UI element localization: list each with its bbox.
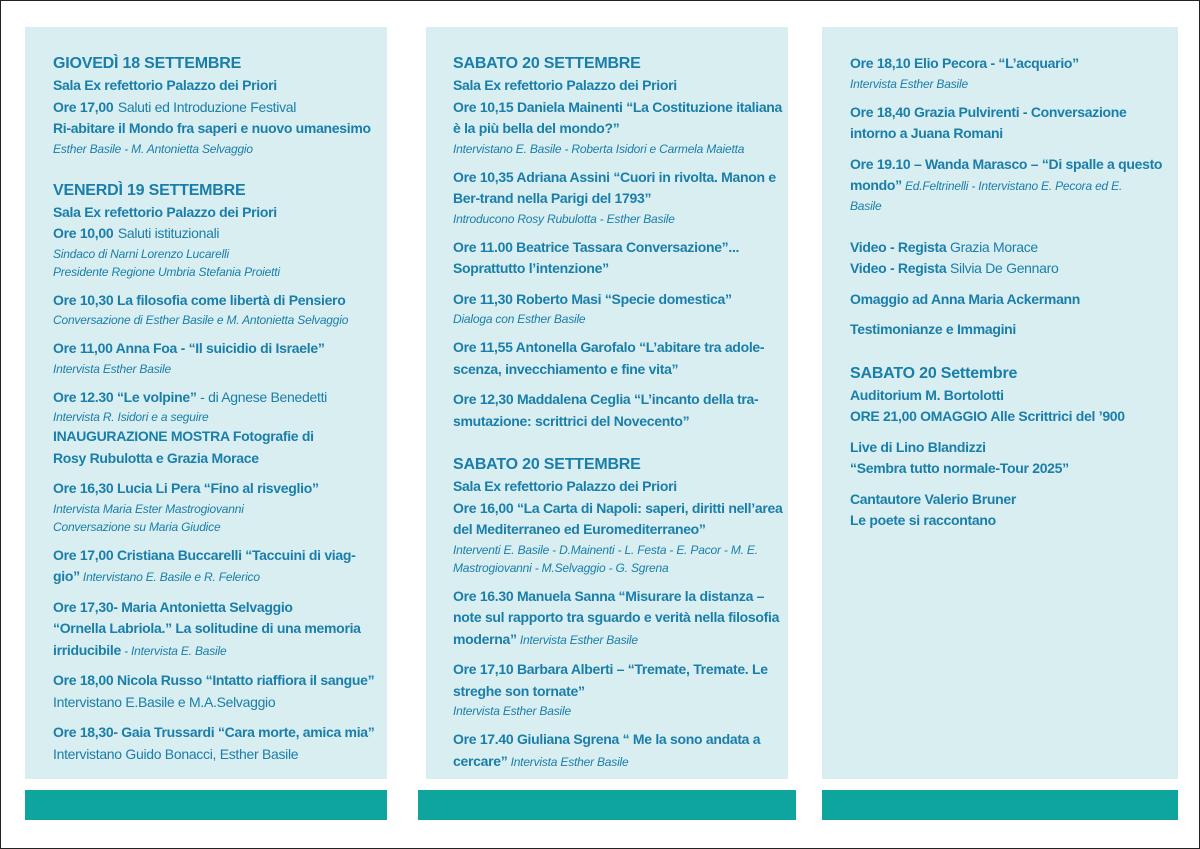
- event-title: “Sembra tutto normale-Tour 2025”: [850, 460, 1069, 476]
- event-people: Mastrogiovanni - M.Selvaggio - G. Sgrena: [453, 560, 669, 575]
- event-people: Conversazione su Maria Giudice: [53, 519, 221, 534]
- event-title: Ber-trand nella Parigi del 1793”: [453, 190, 652, 206]
- day-heading: VENERDÌ 19 SETTEMBRE: [53, 181, 246, 199]
- video-label: Video - Regista: [850, 260, 947, 276]
- event-people: Intervista Esther Basile: [516, 632, 638, 647]
- event-people: Sindaco di Narni Lorenzo Lucarelli: [53, 246, 229, 261]
- event-item: [53, 338, 387, 378]
- footer-band-1: [25, 790, 387, 820]
- event-time: Ore 10,00: [53, 225, 114, 241]
- event-item: [53, 545, 387, 588]
- day-heading: SABATO 20 Settembre: [850, 364, 1018, 382]
- event-item: [850, 489, 1178, 532]
- event-title: cercare”: [453, 752, 508, 769]
- exhibition-artists: Rosy Rubulotta e Grazia Morace: [53, 449, 259, 466]
- event-time: ORE 21,00 OMAGGIO: [850, 408, 988, 424]
- venue: Sala Ex refettorio Palazzo dei Priori: [53, 203, 277, 220]
- event-title: Ore 17,10 Barbara Alberti – “Tremate, Tremate. Le: [453, 661, 768, 677]
- event-item: [850, 319, 1178, 341]
- event-text: Saluti ed Introduzione Festival: [117, 98, 297, 115]
- event-title: Ore 18,30- Gaia Trussardi “Cara morte, amica mia”: [53, 724, 375, 740]
- event-title: mondo”: [850, 177, 902, 193]
- event-item: [53, 478, 387, 536]
- event-item: [453, 167, 788, 228]
- event-item: [453, 337, 788, 380]
- event-people: Intervistano E. Basile e R. Felerico: [79, 570, 260, 584]
- event-title: Ri-abitare il Mondo fra saperi e nuovo umanesimo: [53, 120, 371, 136]
- event-item: [850, 154, 1178, 215]
- video-list: [850, 237, 1178, 280]
- event-title: Ore 18,10 Elio Pecora - “L’acquario”: [850, 55, 1079, 71]
- event-item: [850, 437, 1178, 480]
- exhibition-text: Fotografie di: [229, 428, 314, 444]
- event-people: Esther Basile - M. Antonietta Selvaggio: [53, 141, 253, 156]
- event-text: - di Agnese Benedetti: [196, 388, 327, 405]
- event-title: Le poete si raccontano: [850, 512, 996, 528]
- event-people: Presidente Regione Umbria Stefania Proietti: [53, 264, 280, 279]
- event-people: Intervista Esther Basile: [53, 361, 171, 376]
- video-director: Grazia Morace: [946, 238, 1038, 255]
- event-item: [53, 387, 387, 470]
- event-text: Saluti istituzionali: [117, 225, 220, 241]
- day-heading: SABATO 20 SETTEMBRE: [453, 55, 641, 72]
- section-venerdi-19: [53, 180, 387, 281]
- event-people: Basile: [850, 198, 882, 213]
- event-people: Intervistano Guido Bonacci, Esther Basile: [53, 745, 299, 762]
- event-title: è la più bella del mondo?”: [453, 120, 620, 136]
- exhibition-title: INAUGURAZIONE MOSTRA: [53, 428, 230, 444]
- event-people: Introducono Rosy Rubulotta - Esther Basile: [453, 211, 675, 226]
- event-title: Ore 11.00 Beatrice Tassara Conversazione”...: [453, 238, 740, 255]
- venue: Sala Ex refettorio Palazzo dei Priori: [453, 77, 677, 93]
- event-title: Live di Lino Blandizzi: [850, 438, 986, 455]
- event-title: del Mediterraneo ed Euromediterraneo”: [453, 521, 706, 537]
- event-title: Ore 10,30 La filosofia come libertà di Pensiero: [53, 291, 346, 308]
- event-title: Ore 11,55 Antonella Garofalo “L’abitare tra adole-: [453, 339, 765, 355]
- event-title: Ore 11,00 Anna Foa - “Il suicidio di Israele”: [53, 340, 325, 356]
- event-item: [53, 670, 387, 713]
- event-people: Intervista Esther Basile: [850, 76, 968, 91]
- event-title: Ore 10,15 Daniela Mainenti “La Costituzione italiana: [453, 98, 783, 115]
- event-people: Intervista Esther Basile: [507, 754, 629, 769]
- event-item: [53, 597, 387, 662]
- event-title: Ore 16,30 Lucia Li Pera “Fino al risveglio”: [53, 480, 319, 496]
- event-people: Intervistano E.Basile e M.A.Selvaggio: [53, 693, 276, 710]
- event-people: Intervistano E. Basile - Roberta Isidori e Carmela Maietta: [453, 141, 745, 156]
- event-title: Ore 17,00 Cristiana Buccarelli “Taccuini di viag-: [53, 546, 356, 563]
- footer-band-2: [418, 790, 796, 820]
- venue: Sala Ex refettorio Palazzo dei Priori: [453, 478, 677, 494]
- footer-band-3: [822, 790, 1178, 820]
- event-title: scenza, invecchiamento e fine vita”: [453, 360, 679, 377]
- event-title: Ore 11,30 Roberto Masi “Specie domestica”: [453, 290, 732, 307]
- event-item: [850, 53, 1178, 93]
- event-title: Ore 18,00 Nicola Russo “Intatto riaffiora il sangue”: [53, 672, 375, 688]
- event-time: Ore 17,00: [53, 98, 114, 115]
- section-giovedi-18: [53, 53, 387, 158]
- event-title: intorno a Juana Romani: [850, 125, 1003, 141]
- program-panel-1: [25, 27, 387, 779]
- event-item: [453, 237, 788, 280]
- program-panel-3: [822, 27, 1178, 779]
- event-title: Ore 12.30 “Le volpine”: [53, 388, 197, 405]
- event-title: moderna”: [453, 630, 517, 647]
- venue: Auditorium M. Bortolotti: [850, 386, 1004, 403]
- event-item: [453, 389, 788, 432]
- event-item: [453, 729, 788, 772]
- section-sabato-20-evening: [850, 363, 1178, 428]
- program-panel-2: [426, 27, 788, 779]
- venue: Sala Ex refettorio Palazzo dei Priori: [53, 77, 277, 93]
- event-title: Ore 19.10 – Wanda Marasco – “Di spalle a questo: [850, 155, 1163, 172]
- day-heading: SABATO 20 SETTEMBRE: [453, 456, 641, 473]
- event-item: [453, 659, 788, 720]
- video-label: Video - Regista: [850, 238, 947, 255]
- event-title: streghe son tornate”: [453, 682, 585, 699]
- event-item: [453, 586, 788, 651]
- video-director: Silvia De Gennaro: [946, 260, 1059, 276]
- event-title: Ore 10,35 Adriana Assini “Cuori in rivolta. Manon e: [453, 168, 776, 185]
- event-title: Ore 17.40 Giuliana Sgrena “ Me la sono andata a: [453, 731, 761, 747]
- section-sabato-20-afternoon: [453, 454, 788, 577]
- event-people: Intervista R. Isidori e a seguire: [53, 410, 209, 424]
- event-people: Dialoga con Esther Basile: [453, 312, 586, 326]
- event-title: smutazione: scrittrici del Novecento”: [453, 412, 690, 429]
- event-title: note sul rapporto tra sguardo e verità nella filosofia: [453, 609, 780, 625]
- event-item: [850, 289, 1178, 311]
- event-people: Intervista Maria Ester Mastrogiovanni: [53, 501, 244, 516]
- event-item: [850, 102, 1178, 145]
- event-people: Conversazione di Esther Basile e M. Antonietta Selvaggio: [53, 313, 349, 327]
- event-people: Interventi E. Basile - D.Mainenti - L. Festa - E. Pacor - M. E.: [453, 542, 758, 557]
- event-people: - Intervista E. Basile: [120, 643, 227, 658]
- event-title: “Ornella Labriola.” La solitudine di una memoria: [53, 620, 361, 636]
- event-title: Ore 17,30- Maria Antonietta Selvaggio: [53, 598, 293, 615]
- section-sabato-20-morning: [453, 53, 788, 158]
- event-title: Ore 16,00 “La Carta di Napoli: saperi, diritti nell’area: [453, 499, 783, 516]
- event-people: Intervista Esther Basile: [453, 704, 571, 718]
- event-title: Ore 18,40 Grazia Pulvirenti - Conversazione: [850, 103, 1127, 120]
- event-title: Cantautore Valerio Bruner: [850, 490, 1016, 507]
- event-people: Ed.Feltrinelli - Intervistano E. Pecora ed E.: [901, 179, 1123, 193]
- event-title: irriducibile: [53, 641, 121, 658]
- event-title: Ore 12,30 Maddalena Ceglia “L’incanto della tra-: [453, 391, 759, 407]
- day-heading: GIOVEDÌ 18 SETTEMBRE: [53, 55, 242, 72]
- event-item: [453, 289, 788, 329]
- event-title: Ore 16.30 Manuela Sanna “Misurare la distanza –: [453, 587, 765, 604]
- event-item: [53, 722, 387, 765]
- event-item: [53, 290, 387, 330]
- event-title: Soprattutto l’intenzione”: [453, 260, 609, 276]
- event-title: gio”: [53, 568, 80, 584]
- testimonianze-title: Testimonianze e Immagini: [850, 321, 1017, 337]
- event-title: Alle Scrittrici del ’900: [987, 408, 1125, 424]
- omaggio-title: Omaggio ad Anna Maria Ackermann: [850, 290, 1081, 307]
